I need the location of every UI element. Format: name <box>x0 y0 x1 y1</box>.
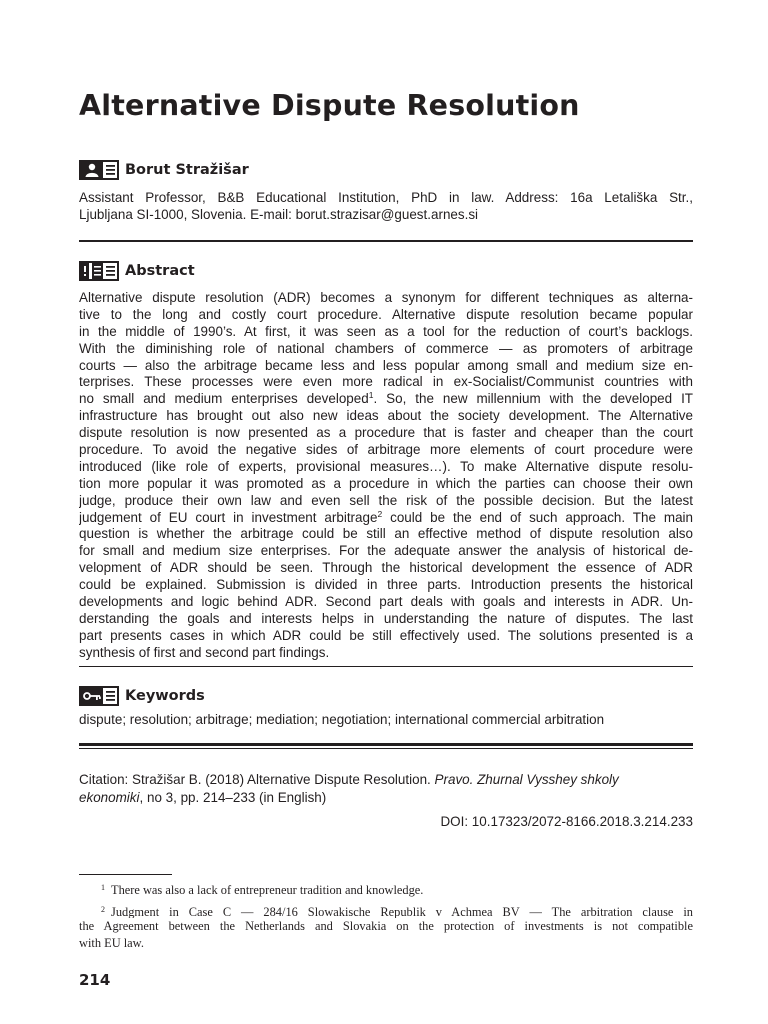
citation-suffix: , no 3, pp. 214–233 (in English) <box>139 790 327 805</box>
abstract-line: introduced (like role of experts, provisional measures…). To make Alternative dispute resolu- <box>79 458 693 474</box>
keywords-text <box>79 712 693 729</box>
abstract-line: procedure. To avoid the negative sides of arbitrage more elements of court procedure were <box>79 442 693 458</box>
abstract-line: With the diminishing role of national chambers of commerce — as promoters of arbitrage <box>79 340 693 356</box>
abstract-line: derstanding the goals and interests helps in understanding the nature of disputes. The last <box>79 610 693 626</box>
abstract-line: developments and logic behind ADR. Second part deals with goals and interests in ADR. Un- <box>79 594 693 610</box>
article-title: Alternative Dispute Resolution <box>79 89 580 122</box>
abstract-heading <box>79 261 195 281</box>
section-divider <box>79 748 693 749</box>
abstract-line: Alternative dispute resolution (ADR) becomes a synonym for different techniques as alterna- <box>79 290 693 305</box>
abstract-line: part presents cases in which ADR could be still effectively used. The solutions presented is a <box>79 627 693 643</box>
abstract-line: courts — also the arbitrage became less and less popular among small and medium size en- <box>79 357 693 373</box>
footnote-line: the Agreement between the Netherlands and Slovakia on the protection of investments is not compatible <box>79 919 693 934</box>
author-heading <box>79 160 249 180</box>
abstract-line: question is whether the arbitrage could be still an effective method of dispute resolution also <box>79 526 693 542</box>
footnote-line: $^2$ Judgment in Case C — 284/16 Slowakische Republik v Achmea BV — The arbitration clause in <box>101 905 693 919</box>
footnote-marker: 1 <box>101 883 105 892</box>
author-name: Borut Stražišar <box>125 162 249 178</box>
abstract-line: synthesis of first and second part findings. <box>79 644 330 660</box>
document-list-icon <box>79 261 119 281</box>
affiliation-line: Ljubljana SI-1000, Slovenia. E-mail: borut.strazisar@guest.arnes.si <box>79 206 479 222</box>
person-card-icon <box>79 160 119 180</box>
article-page <box>79 0 693 1024</box>
keywords-heading <box>79 686 205 706</box>
abstract-line: tive to the long and costly court procedure. Alternative dispute resolution became popular <box>79 306 693 322</box>
page-number: 214 <box>79 971 111 989</box>
footnote <box>79 880 693 896</box>
abstract-line: could be explained. Submission is divided in three parts. Introduction presents the historical <box>79 577 693 593</box>
abstract-text <box>79 290 693 662</box>
author-affiliation <box>79 190 693 224</box>
citation-journal: ekonomiki <box>79 790 140 805</box>
footnote-line: $^1$ There was also a lack of entrepreneur tradition and knowledge. <box>101 883 424 897</box>
abstract-line: no small and medium enterprises developed$^1$. So, the new millennium with the developed IT <box>79 391 693 407</box>
abstract-line: judgement of EU court in investment arbitrage$^2$ could be the end of such approach. The main <box>79 509 693 525</box>
section-divider <box>79 743 693 746</box>
footnote <box>79 902 693 951</box>
abstract-line: in the middle of 1990’s. At first, it was seen as a tool for the reduction of court’s backlogs. <box>79 323 693 339</box>
affiliation-line: Assistant Professor, B&B Educational Institution, PhD in law. Address: 16a Letališka Str., <box>79 190 693 205</box>
keywords-line: dispute; resolution; arbitrage; mediation; negotiation; international commercial arbitration <box>79 712 605 727</box>
footnote-marker: 2 <box>101 905 105 914</box>
abstract-title: Abstract <box>125 263 195 279</box>
section-divider <box>79 240 693 242</box>
keywords-title: Keywords <box>125 688 205 704</box>
citation <box>79 771 693 807</box>
footnote-ref: 2 <box>377 509 383 519</box>
doi: DOI: 10.17323/2072-8166.2018.3.214.233 <box>440 814 693 829</box>
footnote-line: with EU law. <box>79 935 144 950</box>
citation-prefix: Citation: Stražišar B. (2018) Alternative Dispute Resolution. <box>79 772 435 787</box>
abstract-line: for small and medium size enterprises. For the adequate answer the analysis of historical de- <box>79 543 693 559</box>
abstract-line: terprises. These processes were even more radical in ex-Socialist/Communist countries with <box>79 374 693 390</box>
abstract-line: dispute resolution is now presented as a procedure that is faster and cheaper than the court <box>79 425 693 441</box>
citation-journal: Pravo. Zhurnal Vysshey shkoly <box>434 772 619 787</box>
key-list-icon <box>79 686 119 706</box>
abstract-line: velopment of ADR should be seen. Through the historical development the essence of ADR <box>79 560 693 576</box>
footnote-divider <box>79 874 172 875</box>
abstract-line: tion more popular it was promoted as a procedure in which the parties can choose their own <box>79 475 693 491</box>
abstract-line: judge, produce their own law and even sell the risk of the possible decision. But the latest <box>79 492 693 508</box>
footnote-ref: 1 <box>368 391 374 401</box>
abstract-line: infrastructure has brought out also new ideas about the society development. The Alternative <box>79 408 693 424</box>
section-divider <box>79 666 693 667</box>
